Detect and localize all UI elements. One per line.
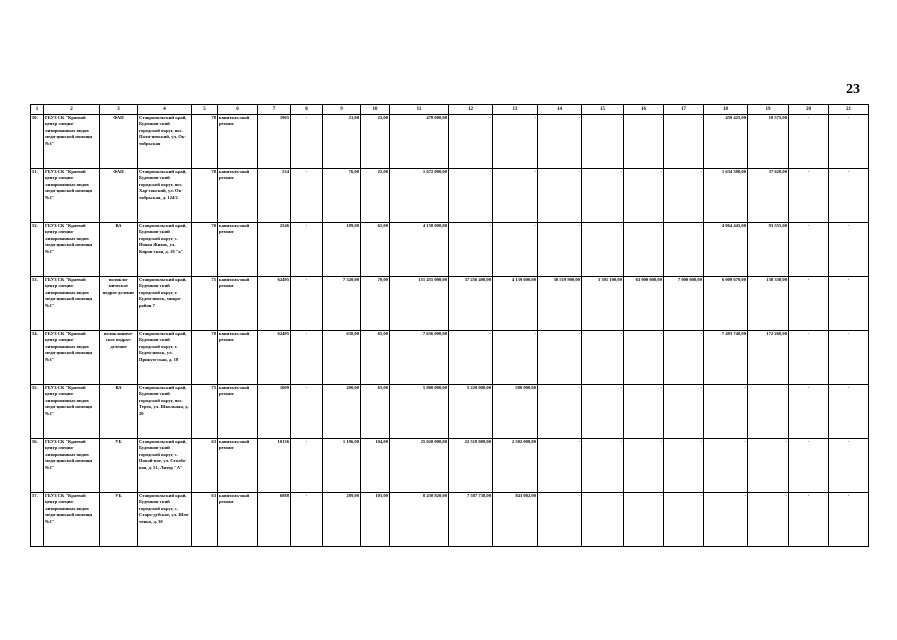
cell-col-20: - bbox=[789, 331, 829, 385]
cell-col-8: - bbox=[291, 331, 323, 385]
cell-col-3: УБ bbox=[100, 439, 138, 493]
cell-col-17: - bbox=[664, 385, 704, 439]
column-header-5: 5 bbox=[192, 105, 218, 115]
cell-col-9: 76,00 bbox=[323, 169, 361, 223]
cell-col-19: - bbox=[748, 385, 789, 439]
cell-col-12: 22 518 000,00 bbox=[449, 439, 493, 493]
cell-col-18: - bbox=[704, 439, 748, 493]
cell-col-20: - bbox=[789, 439, 829, 493]
cell-col-7: 534 bbox=[258, 169, 291, 223]
cell-col-4: Ставропольский край, Буденнов-ский городской округ, г. Буден-новск, ул. Прикум-ская, д. 18 bbox=[138, 331, 192, 385]
cell-col-20: - bbox=[789, 115, 829, 169]
cell-col-18: 7 483 740,00 bbox=[704, 331, 748, 385]
cell-col-12: 37 256 400,00 bbox=[449, 277, 493, 331]
cell-col-21: - bbox=[829, 331, 869, 385]
cell-col-17: - bbox=[664, 223, 704, 277]
column-header-18: 18 bbox=[704, 105, 748, 115]
cell-col-13: - bbox=[493, 115, 538, 169]
register-table bbox=[30, 104, 869, 547]
cell-col-11: 1 672 000,00 bbox=[390, 169, 449, 223]
column-header-3: 3 bbox=[100, 105, 138, 115]
cell-col-21: - bbox=[829, 493, 869, 547]
column-header-16: 16 bbox=[624, 105, 664, 115]
cell-col-5: 70 bbox=[192, 223, 218, 277]
cell-col-12: - bbox=[449, 223, 493, 277]
cell-col-16: - bbox=[624, 439, 664, 493]
cell-col-1: 52. bbox=[31, 223, 44, 277]
cell-col-19: 93 555,00 bbox=[748, 223, 789, 277]
cell-col-6: капиталь-ный ремонт bbox=[218, 115, 258, 169]
cell-col-9: 200,00 bbox=[323, 385, 361, 439]
cell-col-5: 75 bbox=[192, 277, 218, 331]
cell-col-20: - bbox=[789, 223, 829, 277]
column-header-4: 4 bbox=[138, 105, 192, 115]
cell-col-17: - bbox=[664, 439, 704, 493]
cell-col-15: - bbox=[582, 169, 624, 223]
cell-col-2: ГБУЗ СК "Краевой центр специа-лизированных видов меди-цинской помощи №1" bbox=[44, 439, 100, 493]
cell-col-12: 7 587 738,00 bbox=[449, 493, 493, 547]
cell-col-4: Ставропольский край, Буденнов-ский городской округ, с. Старо-дубское, ул. Шев-ченко, д. 30 bbox=[138, 493, 192, 547]
column-header-6: 6 bbox=[218, 105, 258, 115]
cell-col-6: капиталь-ный ремонт bbox=[218, 439, 258, 493]
cell-col-15: 3 391 100,00 bbox=[582, 277, 624, 331]
cell-col-9: 638,00 bbox=[323, 331, 361, 385]
cell-col-3: ВА bbox=[100, 385, 138, 439]
table-body bbox=[31, 115, 869, 547]
cell-col-13: 2 502 000,00 bbox=[493, 439, 538, 493]
column-header-2: 2 bbox=[44, 105, 100, 115]
cell-col-19: 138 330,00 bbox=[748, 277, 789, 331]
cell-col-2: ГБУЗ СК "Краевой центр специа-лизированных видов меди-цинской помощи №1" bbox=[44, 277, 100, 331]
cell-col-3: ВА bbox=[100, 223, 138, 277]
cell-col-18: 6 009 670,00 bbox=[704, 277, 748, 331]
column-header-20: 20 bbox=[789, 105, 829, 115]
cell-col-8: - bbox=[291, 385, 323, 439]
cell-col-4: Ставропольский край, Буденнов-ский городской округ, г. Буден-новск, микро-район 7 bbox=[138, 277, 192, 331]
cell-col-21: - bbox=[829, 385, 869, 439]
cell-col-16: - bbox=[624, 331, 664, 385]
column-header-7: 7 bbox=[258, 105, 291, 115]
cell-col-6: капиталь-ный ремонт bbox=[218, 277, 258, 331]
cell-col-14: - bbox=[538, 493, 582, 547]
cell-col-1: 50. bbox=[31, 115, 44, 169]
cell-col-9: 21,00 bbox=[323, 115, 361, 169]
cell-col-12: - bbox=[449, 169, 493, 223]
cell-col-11: 470 000,00 bbox=[390, 115, 449, 169]
table-row bbox=[31, 169, 869, 223]
column-header-21: 21 bbox=[829, 105, 869, 115]
cell-col-18: - bbox=[704, 493, 748, 547]
cell-col-13: 4 139 600,00 bbox=[493, 277, 538, 331]
cell-col-3: поликли-ническое подраз-деление bbox=[100, 277, 138, 331]
cell-col-4: Ставропольский край, Буденнов-ский городской округ, пос. Поли-новский, ул. Ок-тябрьская bbox=[138, 115, 192, 169]
column-number-row bbox=[31, 105, 869, 115]
cell-col-4: Ставропольский край, Буденнов-ский городской округ, пос. Хар-сонский, ул. Ок-тябрьская, д. 124/2 bbox=[138, 169, 192, 223]
table-row bbox=[31, 385, 869, 439]
cell-col-17: - bbox=[664, 493, 704, 547]
cell-col-13: - bbox=[493, 331, 538, 385]
cell-col-5: 70 bbox=[192, 331, 218, 385]
cell-col-1: 56. bbox=[31, 439, 44, 493]
table-row bbox=[31, 115, 869, 169]
cell-col-14: 30 519 900,00 bbox=[538, 277, 582, 331]
cell-col-2: ГБУЗ СК "Краевой центр специа-лизированных видов меди-цинской помощи №1" bbox=[44, 115, 100, 169]
cell-col-15: - bbox=[582, 331, 624, 385]
cell-col-16: - bbox=[624, 493, 664, 547]
cell-col-4: Ставропольский край, Буденнов-ский городской округ, пос. Терек, ул. Школьная, д. 20 bbox=[138, 385, 192, 439]
cell-col-21: - bbox=[829, 115, 869, 169]
cell-col-15: - bbox=[582, 439, 624, 493]
cell-col-10: 104,00 bbox=[361, 439, 390, 493]
table-row bbox=[31, 277, 869, 331]
cell-col-5: 78 bbox=[192, 115, 218, 169]
cell-col-5: 63 bbox=[192, 439, 218, 493]
column-header-8: 8 bbox=[291, 105, 323, 115]
cell-col-10: 70,00 bbox=[361, 277, 390, 331]
cell-col-10: 65,00 bbox=[361, 223, 390, 277]
cell-col-2: ГБУЗ СК "Краевой центр специа-лизированных видов меди-цинской помощи №1" bbox=[44, 493, 100, 547]
cell-col-12: - bbox=[449, 331, 493, 385]
cell-col-7: 10136 bbox=[258, 439, 291, 493]
cell-col-20: - bbox=[789, 493, 829, 547]
cell-col-13: - bbox=[493, 169, 538, 223]
cell-col-17: - bbox=[664, 115, 704, 169]
cell-col-10: 25,00 bbox=[361, 115, 390, 169]
cell-col-21: - bbox=[829, 169, 869, 223]
cell-col-7: 6888 bbox=[258, 493, 291, 547]
column-header-1: 1 bbox=[31, 105, 44, 115]
cell-col-13: 580 000,00 bbox=[493, 385, 538, 439]
cell-col-1: 53. bbox=[31, 277, 44, 331]
cell-col-16: - bbox=[624, 169, 664, 223]
cell-col-6: капиталь-ный ремонт bbox=[218, 223, 258, 277]
cell-col-16: - bbox=[624, 115, 664, 169]
cell-col-3: ФАП bbox=[100, 169, 138, 223]
cell-col-4: Ставропольский край, Буденнов-ский городской округ, с. Покой-ное, ул. Столбо-вая, д. 51, Литер "А" bbox=[138, 439, 192, 493]
cell-col-12: 5 220 000,00 bbox=[449, 385, 493, 439]
cell-col-7: 1609 bbox=[258, 385, 291, 439]
cell-col-14: - bbox=[538, 385, 582, 439]
cell-col-8: - bbox=[291, 277, 323, 331]
cell-col-11: 5 800 000,00 bbox=[390, 385, 449, 439]
cell-col-16: - bbox=[624, 385, 664, 439]
cell-col-1: 55. bbox=[31, 385, 44, 439]
column-header-19: 19 bbox=[748, 105, 789, 115]
cell-col-10: 25,00 bbox=[361, 169, 390, 223]
cell-col-7: 62495 bbox=[258, 331, 291, 385]
cell-col-14: - bbox=[538, 169, 582, 223]
cell-col-11: 8 430 820,00 bbox=[390, 493, 449, 547]
table-row bbox=[31, 223, 869, 277]
cell-col-14: - bbox=[538, 439, 582, 493]
cell-col-12: - bbox=[449, 115, 493, 169]
cell-col-10: 65,00 bbox=[361, 331, 390, 385]
cell-col-8: - bbox=[291, 169, 323, 223]
cell-col-2: ГБУЗ СК "Краевой центр специа-лизированных видов меди-цинской помощи №1" bbox=[44, 169, 100, 223]
cell-col-15: - bbox=[582, 493, 624, 547]
cell-col-6: капиталь-ный ремонт bbox=[218, 169, 258, 223]
cell-col-19: 172 260,00 bbox=[748, 331, 789, 385]
cell-col-3: ФАП bbox=[100, 115, 138, 169]
cell-col-8: - bbox=[291, 439, 323, 493]
column-header-10: 10 bbox=[361, 105, 390, 115]
cell-col-16: - bbox=[624, 223, 664, 277]
cell-col-17: - bbox=[664, 331, 704, 385]
column-header-11: 11 bbox=[390, 105, 449, 115]
cell-col-5: 63 bbox=[192, 493, 218, 547]
cell-col-18: - bbox=[704, 385, 748, 439]
cell-col-8: - bbox=[291, 223, 323, 277]
cell-col-19: - bbox=[748, 493, 789, 547]
cell-col-9: 189,00 bbox=[323, 223, 361, 277]
cell-col-8: - bbox=[291, 115, 323, 169]
cell-col-4: Ставропольский край, Буденнов-ский городской округ, с. Новая Жизнь, ул. Киров-ская, д. 19 "а" bbox=[138, 223, 192, 277]
cell-col-15: - bbox=[582, 385, 624, 439]
column-header-15: 15 bbox=[582, 105, 624, 115]
cell-col-3: поликлиниче-ское подраз-деление bbox=[100, 331, 138, 385]
cell-col-21: - bbox=[829, 439, 869, 493]
cell-col-2: ГБУЗ СК "Краевой центр специа-лизированных видов меди-цинской помощи №1" bbox=[44, 223, 100, 277]
cell-col-6: капиталь-ный ремонт bbox=[218, 331, 258, 385]
cell-col-20: - bbox=[789, 385, 829, 439]
cell-col-2: ГБУЗ СК "Краевой центр специа-лизированных видов меди-цинской помощи №1" bbox=[44, 385, 100, 439]
cell-col-21: - bbox=[829, 277, 869, 331]
page-number: 23 bbox=[846, 82, 860, 97]
cell-col-8: - bbox=[291, 493, 323, 547]
cell-col-18: 459 425,00 bbox=[704, 115, 748, 169]
cell-col-7: 62495 bbox=[258, 277, 291, 331]
cell-col-9: 1 196,00 bbox=[323, 439, 361, 493]
cell-col-18: 4 064 445,00 bbox=[704, 223, 748, 277]
cell-col-1: 51. bbox=[31, 169, 44, 223]
cell-col-6: капиталь-ный ремонт bbox=[218, 385, 258, 439]
cell-col-10: 105,00 bbox=[361, 493, 390, 547]
cell-col-9: 289,00 bbox=[323, 493, 361, 547]
cell-col-18: 1 634 380,00 bbox=[704, 169, 748, 223]
cell-col-17: 7 000 000,00 bbox=[664, 277, 704, 331]
cell-col-15: - bbox=[582, 115, 624, 169]
cell-col-14: - bbox=[538, 115, 582, 169]
column-header-14: 14 bbox=[538, 105, 582, 115]
cell-col-19: - bbox=[748, 439, 789, 493]
cell-col-11: 25 020 000,00 bbox=[390, 439, 449, 493]
cell-col-10: 65,00 bbox=[361, 385, 390, 439]
table-row bbox=[31, 493, 869, 547]
cell-col-14: - bbox=[538, 223, 582, 277]
column-header-13: 13 bbox=[493, 105, 538, 115]
cell-col-1: 54. bbox=[31, 331, 44, 385]
cell-col-17: - bbox=[664, 169, 704, 223]
cell-col-11: 4 158 000,00 bbox=[390, 223, 449, 277]
cell-col-7: 2546 bbox=[258, 223, 291, 277]
cell-col-6: капиталь-ный ремонт bbox=[218, 493, 258, 547]
table-row bbox=[31, 331, 869, 385]
cell-col-20: - bbox=[789, 277, 829, 331]
cell-col-5: 70 bbox=[192, 169, 218, 223]
column-header-12: 12 bbox=[449, 105, 493, 115]
column-header-9: 9 bbox=[323, 105, 361, 115]
cell-col-14: - bbox=[538, 331, 582, 385]
table-row bbox=[31, 439, 869, 493]
cell-col-7: 1965 bbox=[258, 115, 291, 169]
cell-col-1: 57. bbox=[31, 493, 44, 547]
cell-col-19: 10 575,00 bbox=[748, 115, 789, 169]
cell-col-11: 7 656 000,00 bbox=[390, 331, 449, 385]
cell-col-15: - bbox=[582, 223, 624, 277]
cell-col-13: - bbox=[493, 223, 538, 277]
cell-col-21: - bbox=[829, 223, 869, 277]
cell-col-2: ГБУЗ СК "Краевой центр специа-лизированных видов меди-цинской помощи №1" bbox=[44, 331, 100, 385]
cell-col-11: 151 455 000,00 bbox=[390, 277, 449, 331]
cell-col-3: УБ bbox=[100, 493, 138, 547]
cell-col-9: 7 320,00 bbox=[323, 277, 361, 331]
cell-col-20: - bbox=[789, 169, 829, 223]
cell-col-13: 843 082,00 bbox=[493, 493, 538, 547]
cell-col-19: 37 620,00 bbox=[748, 169, 789, 223]
cell-col-16: 63 000 000,00 bbox=[624, 277, 664, 331]
cell-col-5: 75 bbox=[192, 385, 218, 439]
column-header-17: 17 bbox=[664, 105, 704, 115]
